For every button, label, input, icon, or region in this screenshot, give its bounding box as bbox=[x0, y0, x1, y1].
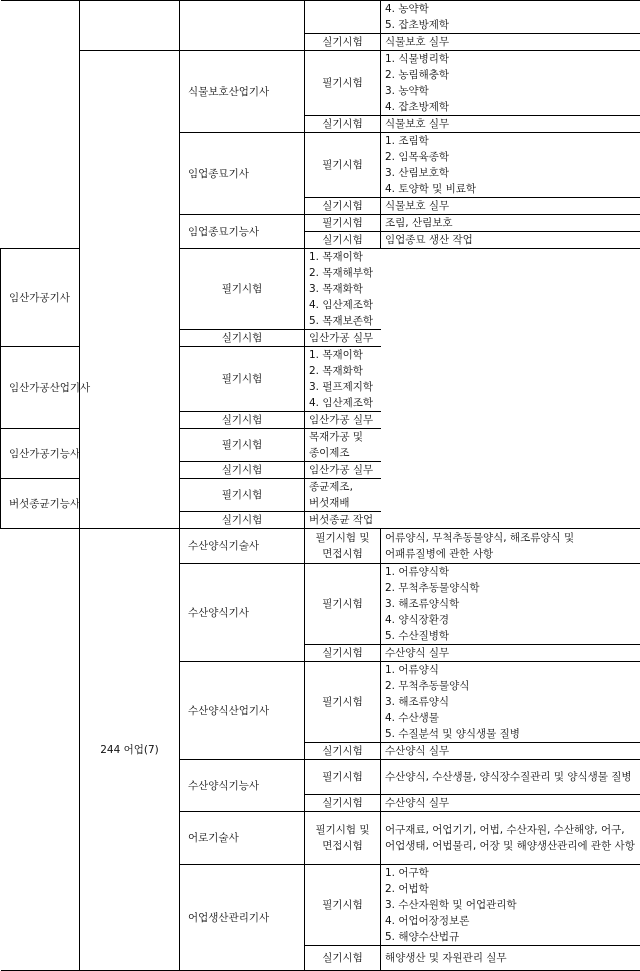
subject-item: 2. 목재화학 bbox=[309, 363, 378, 379]
subject-item: 1. 식물병리학 bbox=[385, 51, 638, 67]
subject-item: 3. 수산자원학 및 어업관리학 bbox=[385, 897, 638, 913]
subject-item: 1. 어류양식 bbox=[385, 662, 638, 678]
subjects-cell: 해양생산 및 자원관리 실무 bbox=[381, 946, 640, 971]
section-cell: 244 어업(7) bbox=[80, 529, 180, 971]
exam-type: 실기시험 bbox=[305, 198, 381, 215]
subjects-cell: 수산양식 실무 bbox=[381, 795, 640, 812]
subject-item: 4. 임산제조학 bbox=[309, 297, 378, 313]
subjects-cell: 식물보호 실무 bbox=[381, 34, 640, 51]
cert-name: 식물보호산업기사 bbox=[180, 51, 305, 133]
subjects-cell: 수산양식 실무 bbox=[381, 743, 640, 760]
subject-item: 3. 산림보호학 bbox=[385, 165, 638, 181]
subject-item: 3. 농약학 bbox=[385, 83, 638, 99]
exam-type: 실기시험 bbox=[305, 232, 381, 249]
subjects-cell: 식물보호 실무 bbox=[381, 116, 640, 133]
subjects-cell bbox=[381, 564, 640, 645]
cert-name: 임산가공기능사 bbox=[1, 429, 80, 479]
exam-type: 필기시험 및 면접시험 bbox=[305, 529, 381, 564]
sub-category-cell bbox=[80, 51, 180, 529]
subject-item: 4. 농약학 bbox=[385, 1, 638, 17]
subjects-cell bbox=[305, 347, 381, 412]
subjects-cell bbox=[381, 133, 640, 198]
subjects-cell: 수산양식 실무 bbox=[381, 645, 640, 662]
exam-type: 필기시험 bbox=[305, 662, 381, 743]
cert-name: 수산양식기술사 bbox=[180, 529, 305, 564]
subject-item: 5. 해양수산법규 bbox=[385, 929, 638, 945]
subject-item: 5. 수질분석 및 양식생물 질병 bbox=[385, 726, 638, 742]
subject-item: 5. 수산질병학 bbox=[385, 628, 638, 644]
subject-item: 5. 잡초방제학 bbox=[385, 17, 638, 33]
cert-name: 버섯종균기능사 bbox=[1, 479, 80, 529]
exam-type: 필기시험 bbox=[180, 249, 305, 330]
subject-item: 2. 무척추동물양식 bbox=[385, 678, 638, 694]
subject-item: 4. 어업어장정보론 bbox=[385, 913, 638, 929]
subjects-cell bbox=[381, 1, 640, 34]
subjects-cell: 임산가공 실무 bbox=[305, 412, 381, 429]
exam-type: 실기시험 bbox=[180, 412, 305, 429]
cert-name: 수산양식기능사 bbox=[180, 760, 305, 812]
subject-item: 4. 수산생물 bbox=[385, 710, 638, 726]
cert-name: 어업생산관리기사 bbox=[180, 865, 305, 971]
subjects-cell bbox=[381, 662, 640, 743]
exam-type: 필기시험 bbox=[305, 133, 381, 198]
exam-type bbox=[305, 1, 381, 34]
subjects-cell: 조림, 산림보호 bbox=[381, 215, 640, 232]
exam-type: 필기시험 bbox=[180, 479, 305, 512]
table-row bbox=[1, 51, 640, 116]
exam-type: 필기시험 bbox=[305, 51, 381, 116]
subject-item: 4. 잡초방제학 bbox=[385, 99, 638, 115]
subject-item: 2. 어법학 bbox=[385, 881, 638, 897]
section-sub-cell-prev bbox=[80, 1, 180, 51]
exam-type: 필기시험 bbox=[305, 760, 381, 795]
exam-type: 실기시험 bbox=[180, 462, 305, 479]
subject-item: 1. 어구학 bbox=[385, 865, 638, 881]
exam-type: 실기시험 bbox=[305, 116, 381, 133]
exam-type: 실기시험 bbox=[305, 946, 381, 971]
exam-type: 실기시험 bbox=[180, 512, 305, 529]
table-row bbox=[1, 1, 640, 34]
exam-type: 필기시험 bbox=[305, 215, 381, 232]
subjects-cell: 어류양식, 무척추동물양식, 해조류양식 및 어패류질병에 관한 사항 bbox=[381, 529, 640, 564]
subject-item: 5. 목재보존학 bbox=[309, 313, 378, 329]
exam-type: 필기시험 bbox=[180, 429, 305, 462]
section-cell-empty bbox=[1, 529, 80, 971]
subjects-cell: 임산가공 실무 bbox=[305, 330, 381, 347]
cert-name: 임업종묘기사 bbox=[180, 133, 305, 215]
section-cell-prev bbox=[1, 1, 80, 249]
subject-item: 2. 목재해부학 bbox=[309, 265, 378, 281]
subject-item: 1. 어류양식학 bbox=[385, 564, 638, 580]
subjects-cell: 임산가공 실무 bbox=[305, 462, 381, 479]
subject-item: 1. 목재이학 bbox=[309, 249, 378, 265]
exam-type: 실기시험 bbox=[305, 743, 381, 760]
subject-item: 4. 양식장환경 bbox=[385, 612, 638, 628]
subject-item: 2. 농림해충학 bbox=[385, 67, 638, 83]
subjects-cell bbox=[381, 51, 640, 116]
exam-type: 필기시험 bbox=[305, 865, 381, 946]
table-row bbox=[1, 529, 640, 564]
subjects-cell: 어구재료, 어업기기, 어법, 수산자원, 수산해양, 어구, 어업생태, 어법물리, 어장 및 해양생산관리에 관한 사항 bbox=[381, 812, 640, 865]
subject-item: 3. 해조류양식학 bbox=[385, 596, 638, 612]
exam-type: 실기시험 bbox=[180, 330, 305, 347]
exam-type: 필기시험 및 면접시험 bbox=[305, 812, 381, 865]
exam-type: 실기시험 bbox=[305, 34, 381, 51]
subjects-cell: 식물보호 실무 bbox=[381, 198, 640, 215]
subject-item: 4. 임산제조학 bbox=[309, 395, 378, 411]
cert-name: 임산가공산업기사 bbox=[1, 347, 80, 429]
cert-name: 수산양식기사 bbox=[180, 564, 305, 662]
exam-type: 필기시험 bbox=[305, 564, 381, 645]
subjects-cell: 목재가공 및 종이제조 bbox=[305, 429, 381, 462]
subject-item: 2. 임목육종학 bbox=[385, 149, 638, 165]
subjects-cell: 버섯종균 작업 bbox=[305, 512, 381, 529]
cert-name bbox=[180, 1, 305, 51]
exam-type: 필기시험 bbox=[180, 347, 305, 412]
exam-type: 실기시험 bbox=[305, 795, 381, 812]
exam-type: 실기시험 bbox=[305, 645, 381, 662]
subjects-cell: 임업종묘 생산 작업 bbox=[381, 232, 640, 249]
subject-item: 3. 펄프제지학 bbox=[309, 379, 378, 395]
subject-item: 1. 목재이학 bbox=[309, 347, 378, 363]
cert-name: 어로기술사 bbox=[180, 812, 305, 865]
subjects-cell: 종균제조, 버섯재배 bbox=[305, 479, 381, 512]
cert-name: 임업종묘기능사 bbox=[180, 215, 305, 249]
subject-item: 1. 조림학 bbox=[385, 133, 638, 149]
subject-item: 2. 무척추동물양식학 bbox=[385, 580, 638, 596]
subject-item: 3. 목재화학 bbox=[309, 281, 378, 297]
subject-item: 4. 토양학 및 비료학 bbox=[385, 181, 638, 197]
subjects-cell bbox=[305, 249, 381, 330]
subjects-cell: 수산양식, 수산생물, 양식장수질관리 및 양식생물 질병 bbox=[381, 760, 640, 795]
cert-name: 임산가공기사 bbox=[1, 249, 80, 347]
subject-item: 3. 해조류양식 bbox=[385, 694, 638, 710]
subjects-cell bbox=[381, 865, 640, 946]
cert-name: 수산양식산업기사 bbox=[180, 662, 305, 760]
